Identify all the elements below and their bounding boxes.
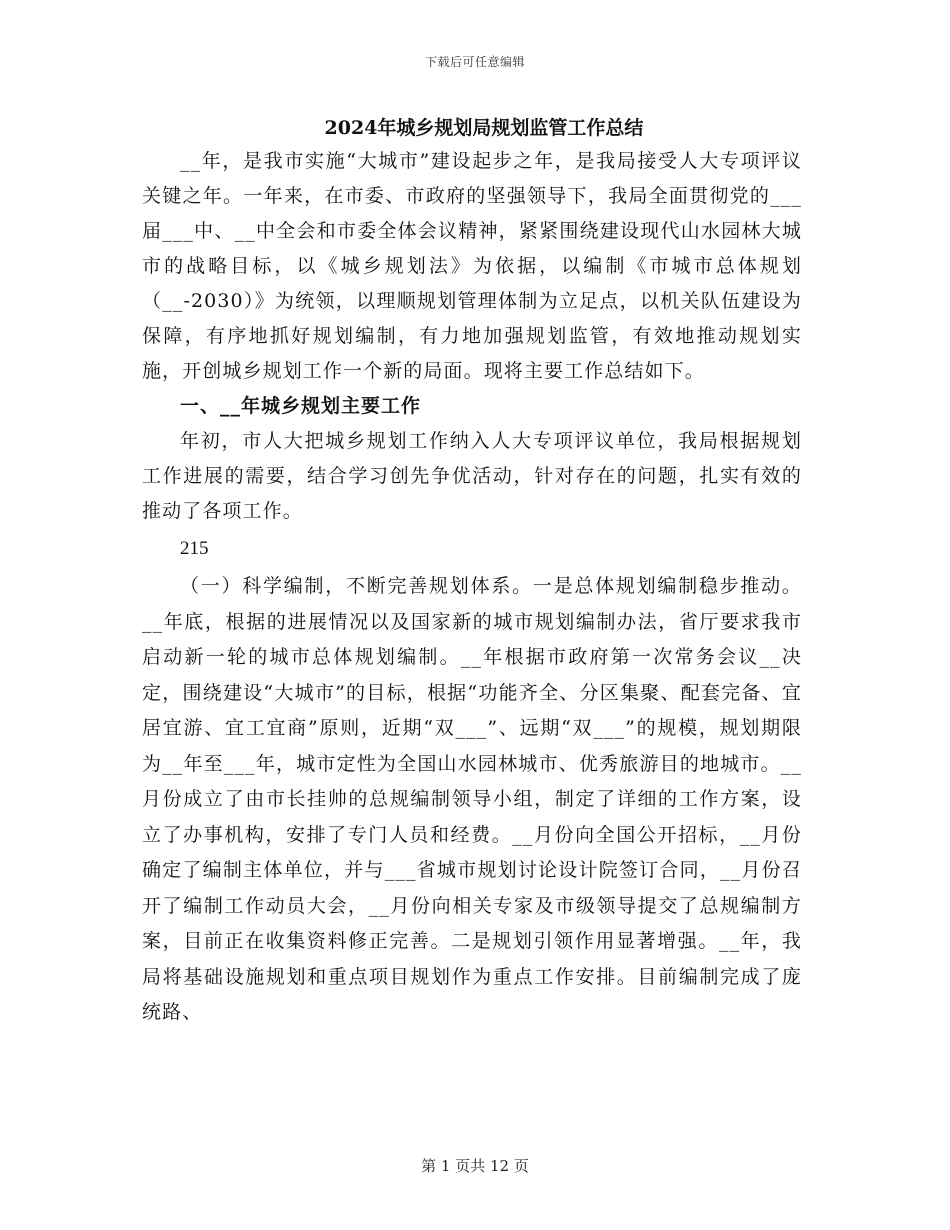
subsection-paragraph: （一）科学编制，不断完善规划体系。一是总体规划编制稳步推动。__年底，根据的进展情况以及国家新的城市规划编制办法，省厅要求我市启动新一轮的城市总体规划编制。__年根据市政府第一次常务会议__决定，围绕建设“大城市”的目标，根据“功能齐全、分区集聚、配套完备、宜居宜游、宜工宜商”原则，近期“双___”、远期“双___”的规模，规划期限为__年至___年，城市定性为全国山水园林城市、优秀旅游目的地城市。__月份成立了由市长挂帅的总规编制领导小组，制定了详细的工作方案，设立了办事机构，安排了专门人员和经费。__月份向全国公开招标，__月份确定了编制主体单位，并与___省城市规划讨论设计院签订合同，__月份召开了编制工作动员大会，__月份向相关专家及市级领导提交了总规编制方案，目前正在收集资料修正完善。二是规划引领作用显著增强。__年，我局将基础设施规划和重点项目规划作为重点工作安排。目前编制完成了庞统路、 (142, 575, 802, 1023)
number-line: 215 (180, 538, 209, 559)
section-paragraph: 年初，市人大把城乡规划工作纳入人大专项评议单位，我局根据规划工作进展的需要，结合学习创先争优活动，针对存在的问题，扎实有效的推动了各项工作。 (142, 430, 802, 522)
intro-paragraph: __年，是我市实施“大城市”建设起步之年，是我局接受人大专项评议关键之年。一年来，在市委、市政府的坚强领导下，我局全面贯彻党的___届___中、__中全会和市委全体会议精神，紧紧围绕建设现代山水园林大城市的战略目标，以《城乡规划法》为依据，以编制《市城市总体规划（__-2030）》为统领，以理顺规划管理体制为立足点，以机关队伍建设为保障，有序地抓好规划编制，有力地加强规划监管，有效地推动规划实施，开创城乡规划工作一个新的局面。现将主要工作总结如下。 (142, 150, 802, 382)
document-body (142, 112, 802, 1031)
page-indicator: 第 1 页共 12 页 (421, 1157, 529, 1175)
header-note: 下载后可任意编辑 (424, 55, 525, 69)
document-title: 2024年城乡规划局规划监管工作总结 (324, 117, 644, 139)
section-heading: 一、__年城乡规划主要工作 (180, 395, 422, 417)
